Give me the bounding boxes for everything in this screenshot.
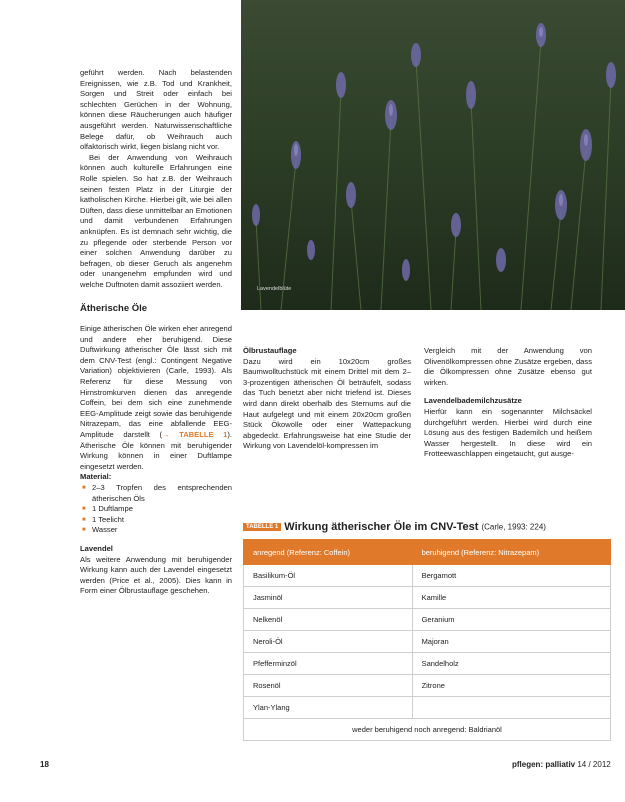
table-cell: Nelkenöl [244,609,413,631]
table-footer-cell: weder beruhigend noch anregend: Baldrianöl [244,719,611,741]
table-caption [243,521,611,533]
table-title: Wirkung ätherischer Öle im CNV-Test [284,521,479,534]
column-header: beruhigend (Referenz: Nitrazepam) [412,540,610,565]
table-source: (Carle, 1993: 224) [481,522,546,532]
table-cell: Pfefferminzöl [244,653,413,675]
column-header: anregend (Referenz: Coffein) [244,540,413,565]
paragraph: Einige ätherischen Öle wirken eher anregend und andere eher beruhigend. Diese Duftwirkung ätherischer Öle lässt sich mit dem CNV-Test (engl.: Contingent Negative Variation) objektivieren (Carle, 1993). Als Referenz für diese Messung von Hirnstromkurven dienen das anregende Coffein, bei dem sich eine zunehmende EEG-Amplitude zeigt sowie das beruhigende Nitrazepam, das eine abfallende EEG-Amplitude darstellt (→ TABELLE 1). Ätherische Öle können mit beruhigender Wirkung können in einer Duftlampe eingesetzt werden. [80,324,232,471]
table-header-row [244,540,611,565]
table-cell: Kamille [412,587,610,609]
table-cell: Basilikum-Öl [244,565,413,587]
table-row [244,675,611,697]
table-row [244,653,611,675]
paragraph: geführt werden. Nach belastenden Ereignissen, wie z.B. Tod und Krankheit, Sorgen und Streit oder einfach bei schlechten Gerüchen in der Wohnung, können diese Räucherungen auch häufiger ausgeführt werden. Naturwissenschaftliche Belege dafür, ob Weihrauch auch olfaktorisch wirkt, liegen bislang nicht vor. [80,68,232,152]
table-row [244,631,611,653]
oil-effects-table [243,539,611,741]
table-cell [412,697,610,719]
table-label: TABELLE 1 [243,523,281,531]
photo-caption: Lavendelblüte [257,286,292,292]
middle-column [243,346,411,452]
paragraph: Dazu wird ein 10x20cm großes Baumwolltuchstück mit einem Drittel mit dem 2–3-prozentigen ätherischen Öl beträufelt, sodass das Tuch benetzt aber nicht triefend ist. Dieses wird dann direkt oberhalb des Sternums auf die Haut aufgelegt und mit einem 20x20cm großen Stück Ökowolle oder einer Wattepackung abgedeckt. Erfahrungsweise hat eine Studie der Wirkung von Lavendelöl-kompressen im [243,356,411,451]
journal-issue: 14 / 2012 [577,760,611,769]
table-cell: Bergamott [412,565,610,587]
list-item: ■ 2–3 Tropfen des entsprechenden ätherischen Öls [92,483,232,504]
journal-footer [512,760,611,769]
right-column [424,346,592,460]
paragraph: Hierfür kann ein sogenannter Milchsäckel durchgeführt werden. Hierbei wird durch eine Lösung aus des festigen Bademilch und heißem Wasser hergestellt. In diese wird ein Frotteewaschlappen eingetaucht, gut ausge- [424,406,592,459]
lavender-photo [241,0,625,310]
paragraph: Bei der Anwendung von Weihrauch können auch kulturelle Erfahrungen eine Rolle spielen. So hat z.B. der Weihrauch seinen festen Platz in der Liturgie der katholischen Kirche. Hierbei gilt, wie bei allen Düften, dass diese unmittelbar an Emotionen und damit verbundenen Erfahrungen anknüpfen. Es ist demnach sehr wichtig, die zu pflegende oder sterbende Person vor einer solchen Anwendung darüber zu befragen, ob dieser Geruch als angenehm oder unangenehm empfunden wird und welche Duftnoten damit assoziiert werden. [80,152,232,289]
table-footer-row [244,719,611,741]
paragraph: Als weitere Anwendung mit beruhigender Wirkung kann auch der Lavendel eingesetzt werden (Price et al., 2005). Dies kann in Form einer Ölbrustauflage geschehen. [80,554,232,596]
subheading: Ölbrustauflage [243,346,297,355]
subheading: Lavendel [80,543,113,553]
material-list [80,483,232,536]
table-reference-link[interactable]: → TABELLE 1 [161,430,228,439]
subheading: Lavendelbademilchzusätze [424,396,522,406]
table-cell: Geranium [412,609,610,631]
table-cell: Sandelholz [412,653,610,675]
lavender-image [241,0,625,310]
table-cell: Jasminöl [244,587,413,609]
list-item: ■ 1 Duftlampe [92,504,232,515]
table-row [244,609,611,631]
table-row [244,587,611,609]
material-label: Material: [80,472,112,482]
table-cell: Zitrone [412,675,610,697]
table-row [244,565,611,587]
table-cell: Majoran [412,631,610,653]
journal-name: pflegen: palliativ [512,760,576,769]
list-item: ■ 1 Teelicht [92,515,232,526]
list-item: ■ Wasser [92,525,232,536]
page-number: 18 [40,760,49,769]
table-row [244,697,611,719]
table-cell: Rosenöl [244,675,413,697]
left-column [80,68,232,597]
section-heading: Ätherische Öle [80,303,148,315]
paragraph: Vergleich mit der Anwendung von Olivenölkompressen ohne Zusätze ergeben, dass die Ölkompressen ohne Zusätze ebenso gut wirken. [424,346,592,387]
table-cell: Neroli-Öl [244,631,413,653]
table-cell: Ylan-Ylang [244,697,413,719]
